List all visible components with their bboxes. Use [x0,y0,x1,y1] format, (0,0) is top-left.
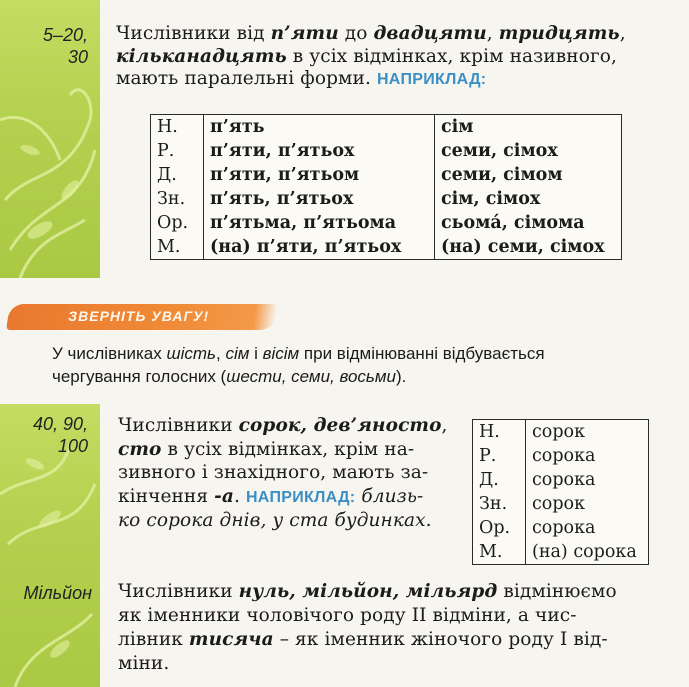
text: . [425,510,432,531]
marker-line-2: 100 [57,436,88,456]
word-form: семи, сімох [435,139,622,163]
example-label: НАПРИКЛАД: [245,488,356,506]
word-form: сорока [526,516,649,540]
marker-line-1: Мільйон [23,583,92,603]
text: в усіх відмінках, крім називного, [286,45,617,67]
table-row [151,235,622,260]
emphasis: кільканадцять [116,45,287,67]
table-row [473,540,649,565]
case-label: Н. [473,420,526,445]
text: Числівники від [116,23,271,44]
word-form: п’ятьма, п’ятьома [204,211,435,235]
emphasis: вісім [262,344,300,363]
word-form: сьомá, сімома [435,211,622,235]
table-row [151,211,622,235]
emphasis: нуль, мільйон, мільярд [238,581,498,602]
rule-paragraph-1 [116,23,676,92]
table-row [151,163,622,187]
text: як іменники чоловічого роду II відміни, а чис- [118,605,577,626]
declension-table-forty [472,419,649,565]
marker-line-2: 30 [67,47,88,67]
attention-note [52,342,682,388]
rule-paragraph-2 [118,414,458,533]
emphasis: сім [225,344,250,363]
table-row [473,444,649,468]
emphasis: сто [118,438,162,460]
marker-line-1: 40, 90, [32,414,88,434]
emphasis: двадцяти [373,23,487,44]
text: , [486,23,499,44]
text: Числівники [118,415,239,436]
case-label: Р. [473,444,526,468]
text: ). [395,367,407,386]
emphasis: близь- [355,485,424,507]
word-form: сорок [526,492,649,516]
table-row [473,468,649,492]
text: – як іменник жіночого роду I від- [273,629,608,650]
text: . [233,485,246,507]
text: зивного і знахідного, мають за- [118,462,429,483]
emphasis: тридцять [498,23,620,44]
marker-line-1: 5–20, [42,25,88,45]
attention-banner-label: ЗВЕРНІТЬ УВАГУ! [68,308,210,324]
rule-paragraph-3 [118,580,678,676]
case-label: Д. [473,468,526,492]
table-row [473,492,649,516]
section-marker-5-20-30 [2,24,88,68]
text: мають паралельні форми. [116,68,377,89]
word-form: сорока [526,444,649,468]
emphasis: тисяча [188,629,274,650]
text: до [338,23,374,44]
emphasis: сорок, дев’яносто [238,415,442,436]
emphasis: ко сорока днів, у ста будинках [118,510,426,531]
text: при відмінюванні відбувається [299,344,545,363]
text: , [215,344,226,363]
section-marker-million [0,582,92,604]
case-label: Д. [151,163,204,187]
table-row [151,187,622,211]
table-row [151,139,622,163]
case-label: Ор. [151,211,204,235]
word-form: (на) семи, сімох [435,235,622,260]
section-marker-40-90-100 [2,413,88,457]
case-label: М. [151,235,204,260]
text: і [249,344,263,363]
word-form: п’яти, п’ятьом [204,163,435,187]
case-label: Н. [151,115,204,140]
case-label: М. [473,540,526,565]
table-row [473,420,649,445]
word-form: (на) сорока [526,540,649,565]
word-form: сім, сімох [435,187,622,211]
text: Числівники [118,581,239,602]
word-form: сорока [526,468,649,492]
emphasis: шести, семи, восьми [226,367,396,386]
text: чергування голосних ( [52,367,227,386]
word-form: сім [435,115,622,140]
word-form: сорок [526,420,649,445]
word-form: семи, сімом [435,163,622,187]
emphasis: -а [214,485,234,507]
text: відмінюємо [497,581,617,602]
text: кінчення [118,485,215,507]
case-label: Ор. [473,516,526,540]
case-label: Зн. [151,187,204,211]
attention-banner [6,304,278,330]
word-form: (на) п’яти, п’ятьох [204,235,435,260]
case-label: Зн. [473,492,526,516]
case-label: Р. [151,139,204,163]
word-form: п’ять, п’ятьох [204,187,435,211]
text: У числівниках [52,344,167,363]
emphasis: п’яти [270,23,339,44]
text: лівник [118,629,189,650]
word-form: п’ять [204,115,435,140]
example-label: НАПРИКЛАД: [376,71,487,88]
table-row [151,115,622,140]
declension-table-five-seven [150,114,622,260]
table-row [473,516,649,540]
text: міни. [118,653,170,674]
text: , [441,415,448,436]
emphasis: шість [166,344,216,363]
text: , [619,23,626,44]
word-form: п’яти, п’ятьох [204,139,435,163]
text: в усіх відмінках, крім на- [161,438,415,460]
